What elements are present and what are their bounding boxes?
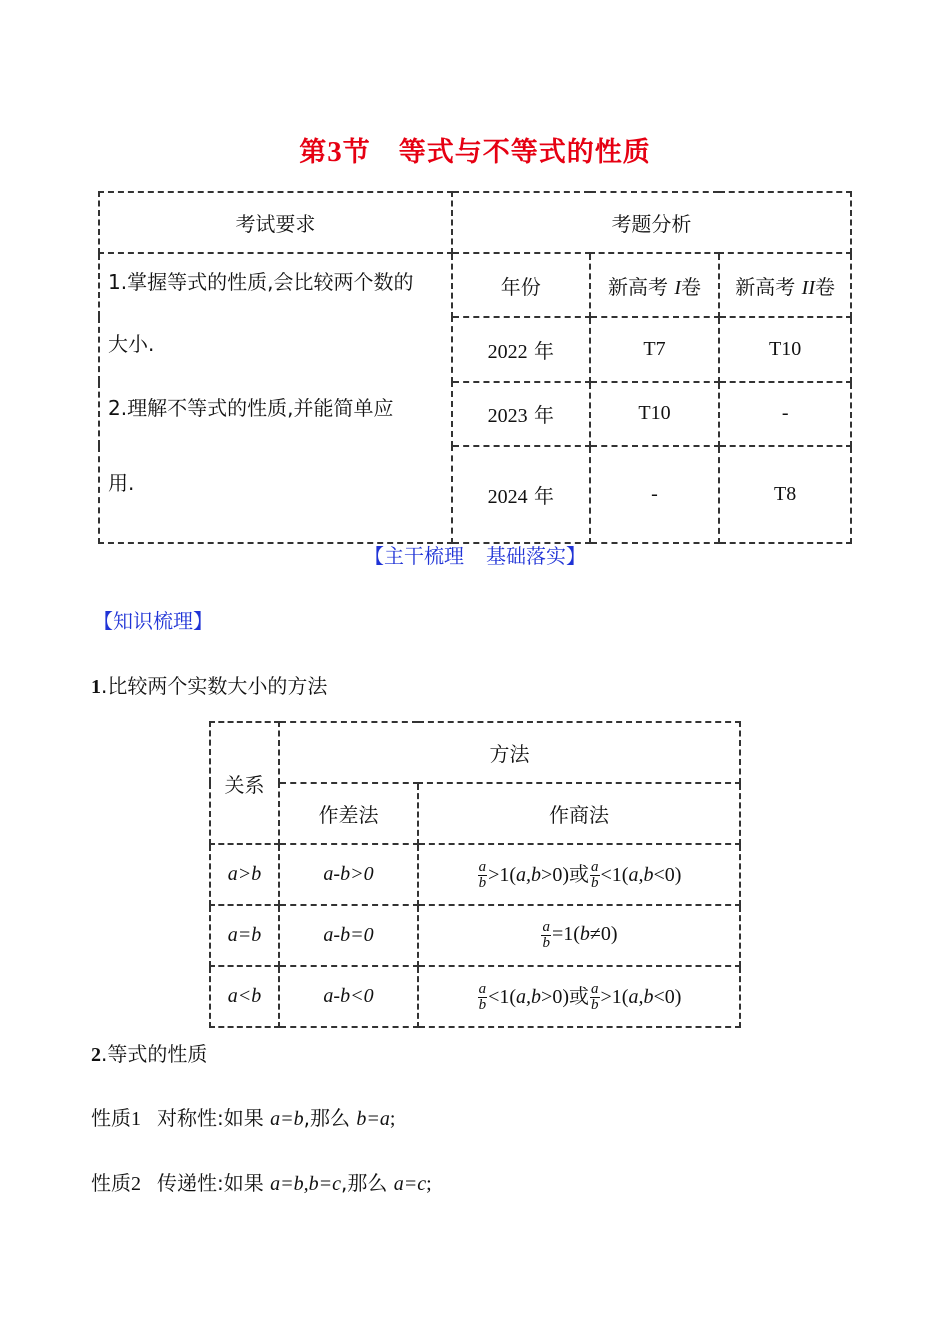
requirements-cell: [99, 253, 452, 543]
requirement-line: 1.掌握等式的性质,会比较两个数的: [108, 270, 414, 294]
paper1-cell: T10: [590, 382, 720, 446]
header-exam-analysis: 考题分析: [452, 192, 851, 253]
quotient-cell: $\frac{a}{b}$ <1(a,b>0)或 $\frac{a}{b}$ >1(a,b<0): [418, 966, 740, 1027]
quotient-cell: $\frac{a}{b}$ >1(a,b>0)或 $\frac{a}{b}$ <1(a,b<0): [418, 844, 740, 905]
paper2-cell: T10: [719, 317, 851, 381]
knowledge-label: 【知识梳理】: [93, 609, 213, 633]
header-relation: 关系: [210, 722, 279, 844]
fraction: $\frac{a}{b}$: [591, 859, 599, 892]
requirement-line: 用.: [108, 471, 135, 495]
paper1-cell: T7: [590, 317, 720, 381]
difference-cell: a-b=0: [279, 905, 418, 966]
paper1-cell: -: [590, 446, 720, 543]
property-symmetry: 性质1 对称性:如果 a=b,那么 b=a;: [91, 1106, 396, 1130]
header-method: 方法: [279, 722, 740, 783]
year-cell: 2023 年: [452, 382, 590, 446]
table-row: [210, 844, 740, 905]
difference-cell: a-b>0: [279, 844, 418, 905]
difference-cell: a-b<0: [279, 966, 418, 1027]
relation-cell: a=b: [210, 905, 279, 966]
property-transitivity: 性质2 传递性:如果 a=b,b=c,那么 a=c;: [91, 1171, 432, 1195]
relation-cell: a>b: [210, 844, 279, 905]
relation-cell: a<b: [210, 966, 279, 1027]
table-row: [210, 966, 740, 1027]
col-paper-1: 新高考 I卷: [590, 253, 720, 317]
table-row: [210, 905, 740, 966]
section-heading: 【主干梳理 基础落实】: [364, 544, 586, 568]
year-cell: 2024 年: [452, 446, 590, 543]
fraction: $\frac{a}{b}$: [478, 981, 487, 1014]
exam-analysis-table: [98, 191, 852, 544]
heading-equality-properties: 2.等式的性质: [91, 1042, 208, 1066]
paper2-cell: T8: [719, 446, 851, 543]
heading-compare-methods: 1.比较两个实数大小的方法: [91, 674, 328, 698]
fraction: $\frac{a}{b}$: [591, 981, 599, 1014]
requirement-line: 大小.: [108, 332, 155, 356]
page-title: 第3节 等式与不等式的性质: [299, 136, 651, 168]
col-paper-2: 新高考 II卷: [719, 253, 851, 317]
header-quotient-method: 作商法: [418, 783, 740, 844]
quotient-cell: $\frac{a}{b}$ =1(b≠0): [418, 905, 740, 966]
comparison-method-table: [209, 721, 741, 1028]
year-cell: 2022 年: [452, 317, 590, 381]
fraction: $\frac{a}{b}$: [542, 919, 550, 951]
fraction: $\frac{a}{b}$: [478, 859, 487, 892]
col-year: 年份: [452, 253, 590, 317]
paper2-cell: -: [719, 382, 851, 446]
requirement-line: 2.理解不等式的性质,并能简单应: [108, 396, 394, 420]
header-exam-requirements: 考试要求: [99, 192, 452, 253]
header-difference-method: 作差法: [279, 783, 418, 844]
